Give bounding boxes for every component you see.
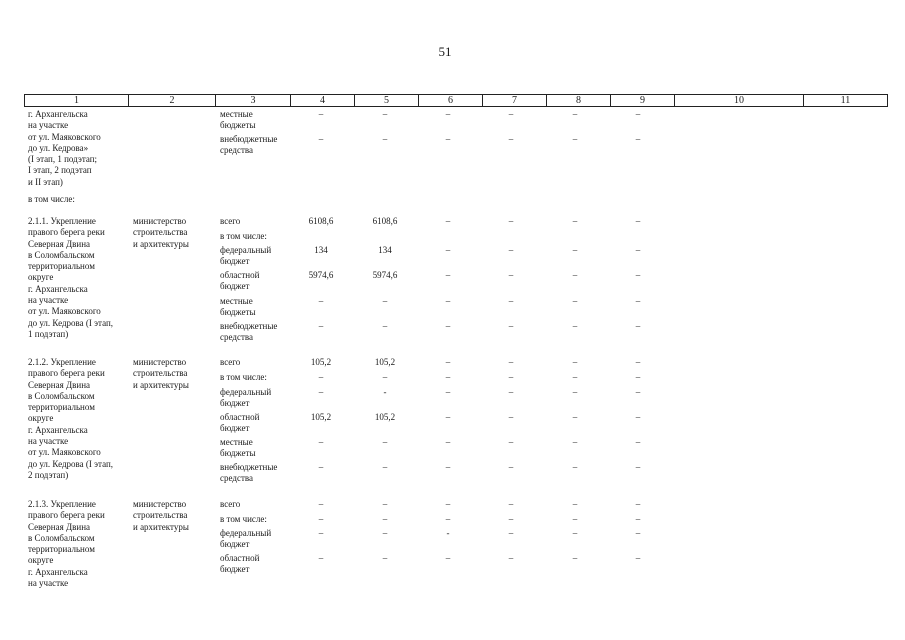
table-cell-value: – (635, 372, 641, 382)
table-cell-value: – (508, 216, 514, 226)
table-cell-value: – (382, 134, 388, 144)
funding-source: областной бюджет (220, 553, 260, 575)
table-cell-value: – (635, 216, 641, 226)
table-cell-value: – (318, 296, 324, 306)
table-cell-value: – (635, 499, 641, 509)
table-cell-value: – (635, 412, 641, 422)
table-cell-value: – (508, 553, 514, 563)
table-cell-value: – (635, 245, 641, 255)
funding-source: внебюджетные средства (220, 134, 278, 156)
table-cell-value: – (635, 321, 641, 331)
table-cell-value: – (382, 372, 388, 382)
table-cell-value: – (445, 296, 451, 306)
table-cell-value: – (445, 462, 451, 472)
table-cell-value: 6108,6 (372, 216, 398, 226)
table-cell-value: – (445, 321, 451, 331)
funding-source: областной бюджет (220, 412, 260, 434)
table-cell-value: – (572, 514, 578, 524)
funding-source: федеральный бюджет (220, 528, 272, 550)
table-cell-value: – (382, 528, 388, 538)
measure-name: 2.1.3. Укрепление правого берега реки Северная Двина в Соломбальском территориальном округе г. Архангельска на участке (28, 499, 105, 589)
table-cell-value: 6108,6 (308, 216, 334, 226)
funding-source: местные бюджеты (220, 109, 256, 131)
table-cell-value: – (382, 437, 388, 447)
table-cell-value: – (318, 437, 324, 447)
table-cell-value: – (572, 216, 578, 226)
executor-name: министерство строительства и архитектуры (133, 357, 189, 390)
col-header-2: 2 (129, 95, 216, 107)
table-cell-value: – (445, 387, 451, 397)
table-cell-value: – (318, 387, 324, 397)
table-cell-value: – (445, 412, 451, 422)
table-cell-value: – (508, 134, 514, 144)
table-cell-value: – (445, 499, 451, 509)
table-cell-value: – (635, 437, 641, 447)
table-cell-value: – (318, 321, 324, 331)
table-cell-value: – (635, 109, 641, 119)
table-cell-value: 105,2 (310, 357, 332, 367)
table-cell-value: 105,2 (374, 357, 396, 367)
table-cell-value: – (572, 387, 578, 397)
table-cell-value: – (635, 528, 641, 538)
funding-source: всего (220, 357, 241, 367)
executor-name: министерство строительства и архитектуры (133, 216, 189, 249)
table-cell-value: – (318, 553, 324, 563)
table-cell-value: – (508, 437, 514, 447)
table-cell-value: – (572, 245, 578, 255)
table-cell-value: – (508, 528, 514, 538)
table-cell-value: – (382, 553, 388, 563)
table-cell-value: – (572, 321, 578, 331)
table-cell-value: – (635, 270, 641, 280)
table-cell-value: – (635, 553, 641, 563)
table-cell-value: – (508, 357, 514, 367)
table-cell-value: – (508, 499, 514, 509)
table-cell-value: 5974,6 (308, 270, 334, 280)
col-header-11: 11 (804, 95, 888, 107)
col-header-6: 6 (419, 95, 483, 107)
measure-name: г. Архангельска на участке от ул. Маяковского до ул. Кедрова» (I этап, 1 подэтап; I этап, 2 подэтап и II этап) (28, 109, 101, 187)
table-cell-value: – (318, 109, 324, 119)
funding-source: внебюджетные средства (220, 462, 278, 484)
table-cell-value: – (318, 499, 324, 509)
table-cell-value: – (508, 372, 514, 382)
table-cell-value: – (635, 296, 641, 306)
table-cell-value: – (318, 372, 324, 382)
table-cell-value: – (572, 412, 578, 422)
funding-source: федеральный бюджет (220, 245, 272, 267)
table-cell-value: – (572, 372, 578, 382)
table-cell-value: 134 (314, 245, 328, 255)
table-cell-value: – (445, 216, 451, 226)
table-cell-value: – (445, 553, 451, 563)
funding-source: федеральный бюджет (220, 387, 272, 409)
in-total-label: в том числе: (28, 194, 75, 204)
table-cell-value: – (382, 109, 388, 119)
table-cell-value: – (508, 514, 514, 524)
table-cell-value: – (382, 514, 388, 524)
table-cell-value: – (445, 372, 451, 382)
table-cell-value: – (572, 462, 578, 472)
measure-name: 2.1.2. Укрепление правого берега реки Северная Двина в Соломбальском территориальном округе г. Архангельска на участке от ул. Маяковского до ул. Кедрова (I этап, 2 подэтап) (28, 357, 114, 480)
table-cell-value: – (318, 528, 324, 538)
table-cell-value: – (572, 270, 578, 280)
col-header-9: 9 (611, 95, 675, 107)
funding-source: всего (220, 216, 241, 226)
table-cell-value: – (635, 387, 641, 397)
executor-name: министерство строительства и архитектуры (133, 499, 189, 532)
table-cell-value: – (445, 514, 451, 524)
table-cell-value: 105,2 (374, 412, 396, 422)
col-header-5: 5 (355, 95, 419, 107)
table-cell-value: – (572, 357, 578, 367)
table-cell-value: – (318, 514, 324, 524)
col-header-4: 4 (291, 95, 355, 107)
table-cell-value: – (445, 245, 451, 255)
measure-name: 2.1.1. Укрепление правого берега реки Северная Двина в Соломбальском территориальном округе г. Архангельска на участке от ул. Маяковского до ул. Кедрова (I этап, 1 подэтап) (28, 216, 114, 339)
table-cell-value: – (382, 296, 388, 306)
table-cell-value: – (572, 553, 578, 563)
funding-source: всего (220, 499, 241, 509)
table-cell-value: – (635, 134, 641, 144)
funding-source: местные бюджеты (220, 437, 256, 459)
table-cell-value: – (382, 499, 388, 509)
table-cell-value: – (572, 134, 578, 144)
col-header-3: 3 (216, 95, 291, 107)
table-cell-value: – (635, 462, 641, 472)
table-cell-value: – (445, 270, 451, 280)
funding-source: в том числе: (220, 372, 267, 382)
table-cell-value: – (508, 109, 514, 119)
table-cell-value: – (445, 109, 451, 119)
table-cell-value: – (382, 462, 388, 472)
col-header-8: 8 (547, 95, 611, 107)
table-cell-value: – (635, 514, 641, 524)
table-cell-value: – (572, 437, 578, 447)
col-header-1: 1 (25, 95, 129, 107)
funding-source: внебюджетные средства (220, 321, 278, 343)
table-cell-value: – (508, 387, 514, 397)
table-cell-value: – (445, 437, 451, 447)
table-cell-value: – (508, 412, 514, 422)
table-cell-value: – (318, 134, 324, 144)
table-cell-value: – (445, 357, 451, 367)
col-header-7: 7 (483, 95, 547, 107)
table-cell-value: – (572, 528, 578, 538)
funding-source: в том числе: (220, 514, 267, 524)
table-cell-value: – (572, 296, 578, 306)
table-cell-value: – (635, 357, 641, 367)
table-cell-value: - (446, 528, 450, 538)
table-cell-value: – (508, 296, 514, 306)
table-cell-value: – (445, 134, 451, 144)
funding-source: в том числе: (220, 231, 267, 241)
table-cell-value: – (318, 462, 324, 472)
table-cell-value: – (508, 245, 514, 255)
column-header-row (24, 94, 888, 107)
table-cell-value: – (572, 109, 578, 119)
table-cell-value: – (508, 270, 514, 280)
table-cell-value: 5974,6 (372, 270, 398, 280)
table-cell-value: 105,2 (310, 412, 332, 422)
table-cell-value: – (382, 321, 388, 331)
table-cell-value: – (508, 321, 514, 331)
table-cell-value: 134 (378, 245, 392, 255)
table-cell-value: – (508, 462, 514, 472)
funding-source: областной бюджет (220, 270, 260, 292)
funding-source: местные бюджеты (220, 296, 256, 318)
table-cell-value: - (383, 387, 387, 397)
col-header-10: 10 (675, 95, 804, 107)
table-cell-value: – (572, 499, 578, 509)
page-number: 51 (438, 44, 452, 59)
